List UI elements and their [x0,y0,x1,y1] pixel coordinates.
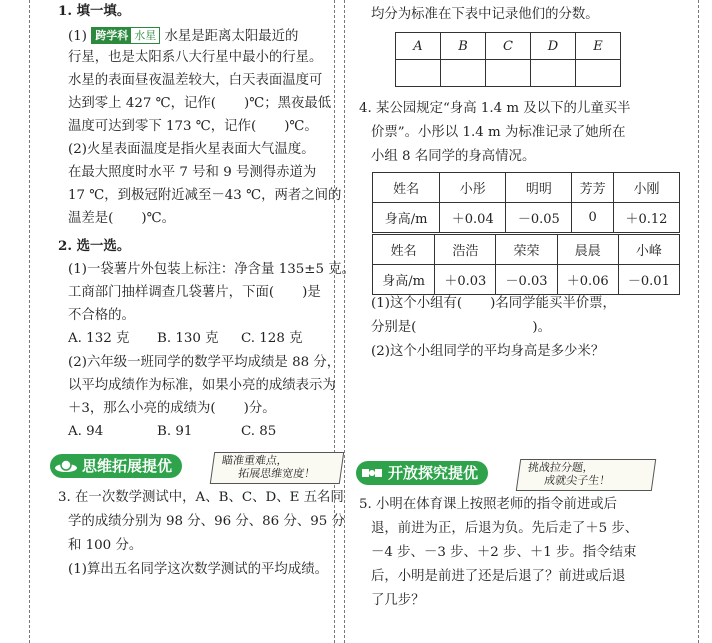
table-cell-empty [576,60,621,87]
text-line: 5. 小明在体育课上按照老师的指令前进或后 [359,497,618,512]
text-line: 退，前进为正，后退为负。先后走了＋5 步、 [371,521,639,536]
table-cell: ＋0.04 [440,203,506,233]
q2-2-option-a: A. 94 [68,424,104,439]
satellite-icon [360,463,384,483]
height-table-2 [372,234,680,295]
table-cell: A [396,33,441,60]
right-column [350,0,712,643]
text-line: 温差是( )℃。 [68,211,176,226]
table-cell: E [576,33,621,60]
table-cell: 小彤 [440,173,506,203]
text-line: ＋3，那么小亮的成绩为( )分。 [68,401,276,416]
q2-1-option-b: B. 130 克 [157,331,219,346]
table-cell: －0.03 [496,265,557,295]
text-line: 行星，也是太阳系八大行星中最小的行星。 [68,50,323,65]
table-cell: 芳芳 [572,173,614,203]
text-line: 和 100 分。 [68,538,143,553]
q1-sub1-line1: (1) 跨学科 水星 水星是距离太阳最近的 [68,29,299,44]
table-cell: C [486,33,531,60]
table-cell: －0.05 [506,203,572,233]
text-line: 小组 8 名同学的身高情况。 [371,149,536,164]
table-cell: ＋0.12 [613,203,679,233]
table-cell-empty [531,60,576,87]
text-line: 达到零上 427 ℃，记作( )℃；黑夜最低 [68,96,332,111]
text-line: 3. 在一次数学测试中，A、B、C、D、E 五名同 [58,490,344,505]
text-line: (2)火星表面温度是指火星表面大气温度。 [68,142,315,157]
text-line: 4. 某公园规定“身高 1.4 m 及以下的儿童买半 [359,101,631,116]
table-cell: ＋0.06 [557,265,618,295]
text-line: (2)这个小组同学的平均身高是多少米？ [371,344,605,359]
text-line: (2)六年级一班同学的数学平均成绩是 88 分， [68,355,341,370]
text-line: 以平均成绩作为标准，如果小亮的成绩表示为 [68,378,336,393]
text-line: 工商部门抽样调查几袋薯片，下面( )是 [68,285,321,300]
text-line: 后，小明是前进了还是后退了？前进或后退 [371,569,626,584]
table-cell-empty [486,60,531,87]
text-line: (1)这个小组有( )名同学能买半价票， [371,296,616,311]
table-cell: B [441,33,486,60]
q2-1-option-c: C. 128 克 [241,331,303,346]
table-cell: 明明 [506,173,572,203]
table-cell: ＋0.03 [435,265,496,295]
text-line: －4 步、－3 步、＋2 步、＋1 步。指令结束 [371,545,637,560]
text-line: 价票”。小彤以 1.4 m 为标准记录了她所在 [371,125,626,140]
banner-flag: 挑战拉分题， 成就尖子生！ [516,459,656,491]
height-table-1 [372,172,680,233]
text-line: 了几步？ [371,593,425,608]
subject-tag: 跨学科 水星 [91,27,160,44]
table-cell: －0.01 [618,265,679,295]
text-line: 在最大照度时水平 7 号和 9 号测得赤道为 [68,165,317,180]
q2-heading: 2. 选一选。 [58,238,131,254]
table-cell: 小刚 [613,173,679,203]
column-divider-right [344,0,345,643]
text-line: 温度可达到零下 173 ℃，记作( )℃。 [68,119,318,134]
table-cell-empty [396,60,441,87]
column-divider-left [334,0,335,643]
table-cell: 姓名 [373,173,440,203]
q2-2-option-c: C. 85 [241,424,277,439]
banner-flag: 瞄准重难点， 拓展思维宽度！ [210,452,344,484]
text-line: 17 ℃，到极冠附近减至－43 ℃，两者之间的 [68,188,342,203]
text-line: 分别是( )。 [371,320,552,335]
section-banner-explore [356,461,696,485]
score-table [395,32,621,87]
section-banner-thinking [50,454,330,478]
table-cell: 身高/m [373,203,440,233]
q1-heading: 1. 填一填。 [58,3,131,19]
banner-title: 思维拓展提优 [50,454,182,478]
text-line: 不合格的。 [68,308,135,323]
table-cell: 小峰 [618,235,679,265]
table-cell: 身高/m [373,265,435,295]
text-line: 均分为标准在下表中记录他们的分数。 [371,7,599,22]
ufo-icon [54,456,78,476]
table-cell: 晨晨 [557,235,618,265]
table-cell: 荣荣 [496,235,557,265]
text-line: (1)一袋薯片外包装上标注：净含量 135±5 克。 [68,262,356,277]
q2-1-option-a: A. 132 克 [68,331,130,346]
text-line: (1)算出五名同学这次数学测试的平均成绩。 [68,562,328,577]
table-cell: 姓名 [373,235,435,265]
text-line: 水星的表面昼夜温差较大，白天表面温度可 [68,73,323,88]
text-line: 学的成绩分别为 98 分、96 分、86 分、95 分 [68,514,345,529]
q2-2-option-b: B. 91 [157,424,193,439]
table-cell: D [531,33,576,60]
banner-title: 开放探究提优 [356,461,488,485]
table-cell: 浩浩 [435,235,496,265]
table-cell: 0 [572,203,614,233]
table-cell-empty [441,60,486,87]
